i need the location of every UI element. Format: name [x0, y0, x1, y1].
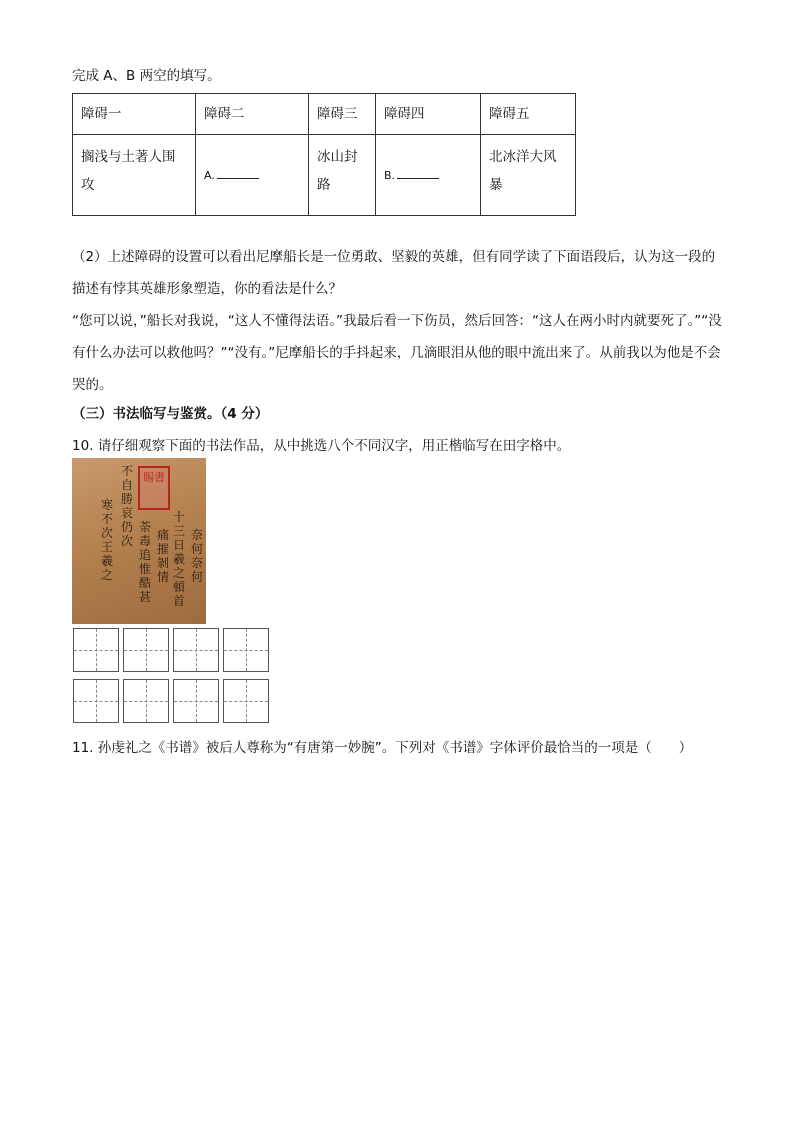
tianzige-cell[interactable] [123, 679, 169, 723]
question-11: 11. 孙虔礼之《书谱》被后人尊称为“有唐第一妙腕”。下列对《书谱》字体评价最恰当的一项是（ ） [72, 740, 693, 756]
tianzige-cell[interactable] [73, 679, 119, 723]
table-header-row [73, 94, 576, 135]
calligraphy-column: 痛摧剝情 [156, 528, 169, 584]
question-10: 10. 请仔细观察下面的书法作品，从中挑选八个不同汉字，用正楷临写在田字格中。 [72, 438, 571, 454]
cell-obstacle-1: 搁浅与土著人围攻 [73, 135, 196, 216]
blank-b[interactable] [397, 162, 439, 179]
header-obstacle-5: 障碍五 [481, 94, 576, 135]
cell-obstacle-3: 冰山封路 [309, 135, 376, 216]
cell-obstacle-2 [196, 135, 309, 216]
tianzige-cell[interactable] [173, 679, 219, 723]
blank-a-label: A. [204, 168, 215, 182]
header-obstacle-4: 障碍四 [376, 94, 481, 135]
question-2: （2）上述障碍的设置可以看出尼摩船长是一位勇敢、坚毅的英雄，但有同学读了下面语段后，认为这一段的描述有悖其英雄形象塑造，你的看法是什么？ [72, 249, 716, 297]
table-intro: 完成 A、B 两空的填写。 [72, 68, 221, 84]
header-obstacle-2: 障碍二 [196, 94, 309, 135]
calligraphy-column: 荼毒追惟酷甚 [138, 520, 151, 604]
tianzige-cell[interactable] [173, 628, 219, 672]
tianzige-cell[interactable] [223, 628, 269, 672]
quoted-passage: “您可以说，”船长对我说，“这人不懂得法语。”我最后看一下伤员，然后回答：“这人在两小时内就要死了。”“没有什么办法可以救他吗？”“没有。”尼摩船长的手抖起来，几滴眼泪从他的眼中流出来了。从前我以为他是不会哭的。 [72, 313, 722, 393]
blank-b-label: B. [384, 168, 396, 182]
red-seal-stamp: 賜書 [138, 466, 170, 510]
tianzige-cell[interactable] [223, 679, 269, 723]
header-obstacle-3: 障碍三 [309, 94, 376, 135]
obstacle-table [72, 93, 576, 216]
section-heading: （三）书法临写与鉴赏。（4 分） [72, 406, 269, 422]
calligraphy-image [72, 458, 206, 624]
calligraphy-column: 十三日羲之頓首 [172, 510, 185, 608]
calligraphy-column: 奈何奈何 [190, 528, 203, 584]
cell-obstacle-4 [376, 135, 481, 216]
calligraphy-column: 不自勝哀仍次 [120, 464, 133, 548]
tianzige-cell[interactable] [73, 628, 119, 672]
header-obstacle-1: 障碍一 [73, 94, 196, 135]
blank-a[interactable] [217, 162, 259, 179]
calligraphy-column: 寒不次王羲之 [100, 498, 113, 582]
tianzige-cell[interactable] [123, 628, 169, 672]
cell-obstacle-5: 北冰洋大风暴 [481, 135, 576, 216]
table-body-row [73, 135, 576, 216]
